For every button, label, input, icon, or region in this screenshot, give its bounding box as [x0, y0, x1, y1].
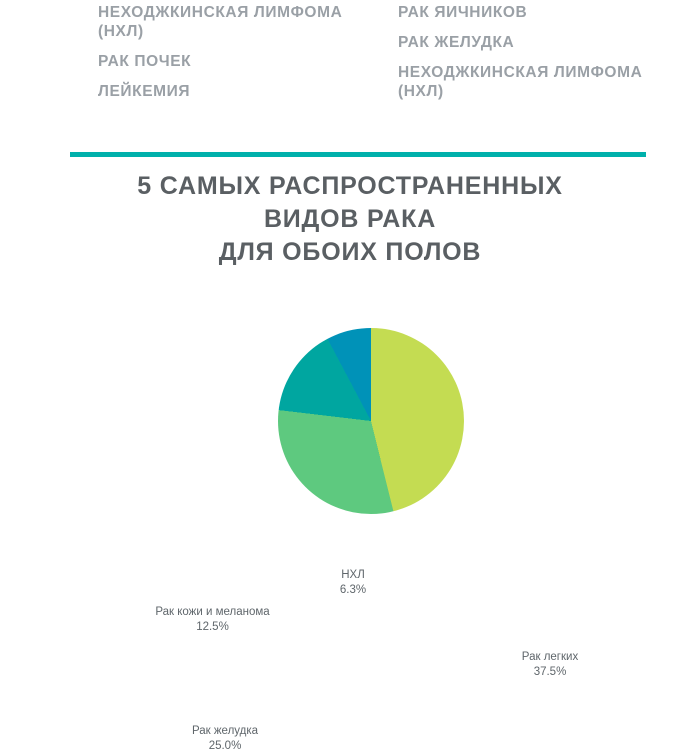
- list-item: ЛЕЙКЕМИЯ: [98, 83, 191, 100]
- pie-slices: [278, 328, 464, 514]
- list-item: РАК ПОЧЕК: [98, 53, 192, 70]
- pie-label-skin-name: Рак кожи и меланома: [155, 606, 270, 618]
- list-item: РАК ЯИЧНИКОВ: [398, 4, 528, 21]
- page-title: [0, 170, 700, 269]
- list-item: НЕХОДЖКИНСКАЯ ЛИМФОМА (НХЛ): [98, 4, 343, 40]
- section-divider: [70, 152, 646, 157]
- pie-label-nhl-name: НХЛ: [341, 569, 365, 581]
- top-lists: [0, 0, 700, 140]
- page-title-line-1: 5 САМЫХ РАСПРОСТРАНЕННЫХ: [137, 172, 563, 200]
- list-item: НЕХОДЖКИНСКАЯ ЛИМФОМА (НХЛ): [398, 64, 643, 100]
- pie-label-lung-name: Рак легких: [521, 651, 579, 663]
- pie-label-nhl-value: 6.3%: [339, 584, 367, 596]
- cancer-list-right: [398, 0, 658, 112]
- pie-label-lung-value: 37.5%: [533, 666, 567, 678]
- pie-label-skin: [140, 605, 285, 635]
- pie-label-stomach-name: Рак желудка: [191, 725, 259, 737]
- pie-chart-graphic: [278, 328, 464, 514]
- pie-chart: [0, 280, 700, 752]
- pie-label-lung: [490, 650, 610, 680]
- cancer-list-left: [98, 0, 348, 112]
- list-item: РАК ЖЕЛУДКА: [398, 34, 515, 51]
- page-title-line-2: ВИДОВ РАКА: [263, 205, 437, 233]
- pie-label-nhl: [318, 568, 388, 598]
- pie-label-stomach-value: 25.0%: [208, 740, 242, 752]
- pie-label-skin-value: 12.5%: [196, 621, 229, 633]
- pie-label-stomach: [160, 724, 290, 754]
- page-title-line-3: ДЛЯ ОБОИХ ПОЛОВ: [218, 238, 482, 266]
